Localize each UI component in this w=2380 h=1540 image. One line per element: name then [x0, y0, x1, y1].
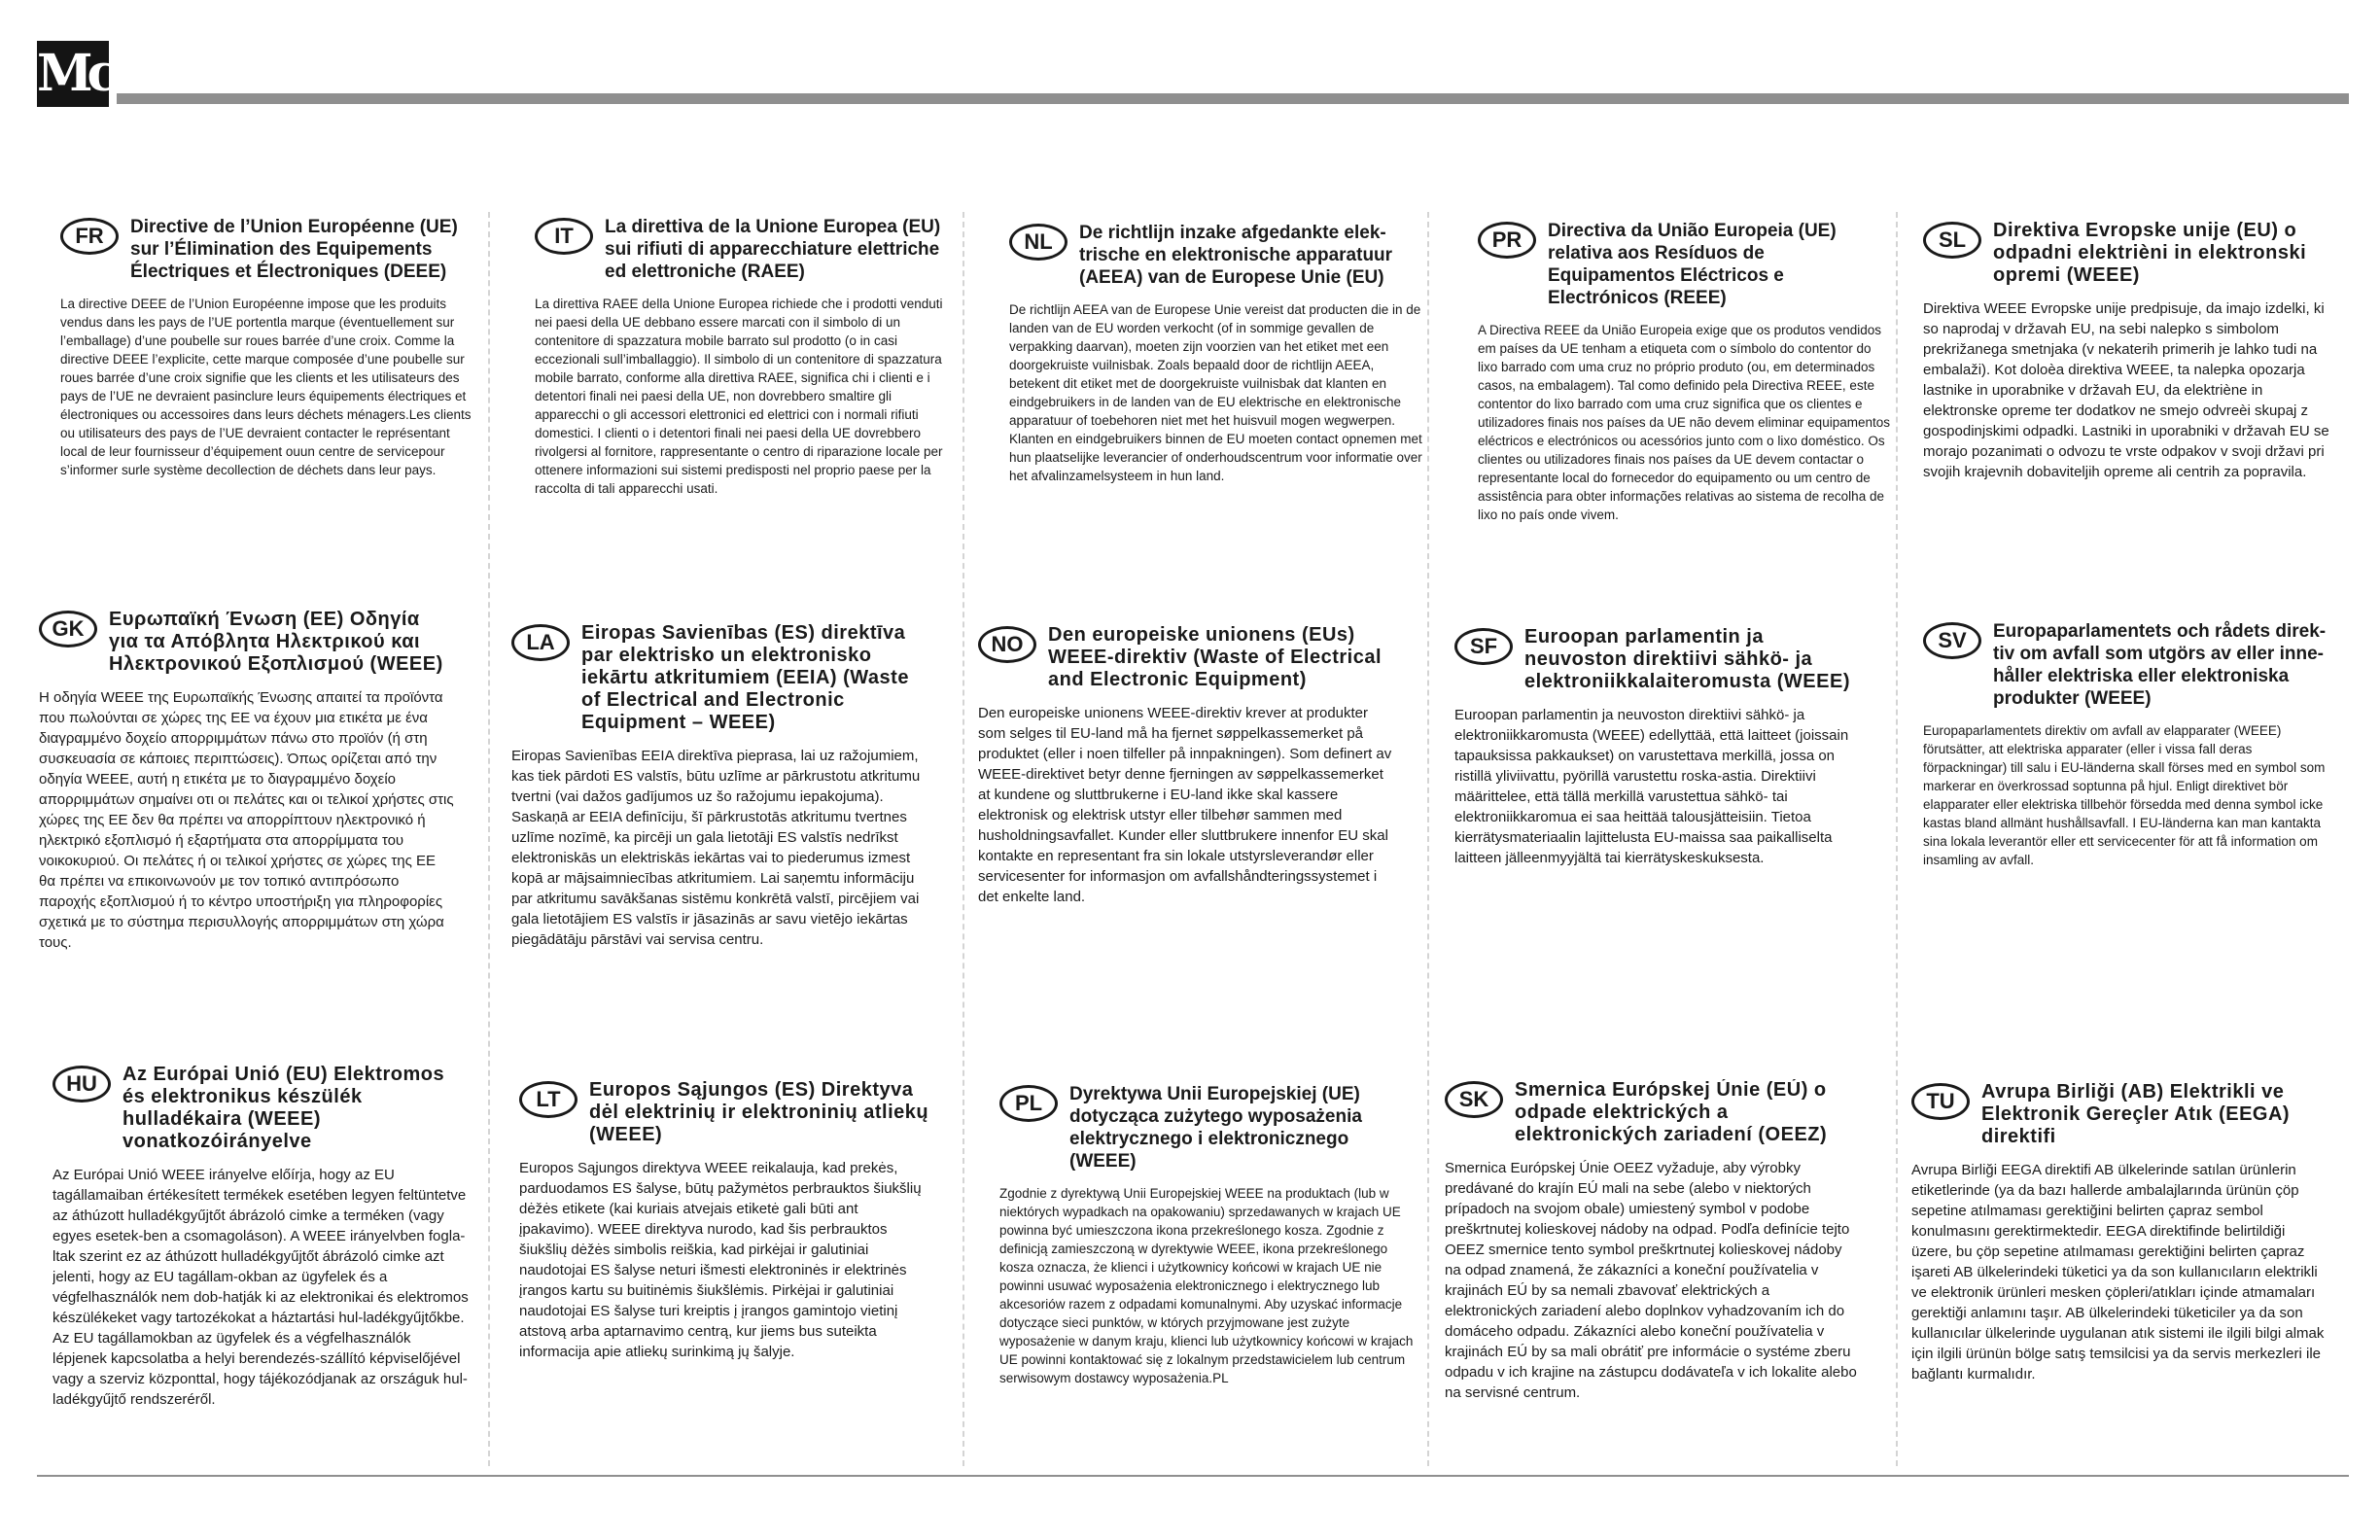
section-body: Europaparlamentets direktiv om avfall av elapparater (WEEE) förutsätter, att elektriska apparater (eller i vissa fall deras förpackningar) till salu i EU-länderna skall förses med en symbol som markerar en överkrossad soptunna på hjul. Enligt direktivet bör elapparater eller elektriska tillbehör försedda med denna symbol icke kastas bland allmänt hushållsavfall. I EU-länderna kan man kantakta sina lokala leverantör eller ett servicecenter för att få information om insamling av avfall.	[1923, 723, 2326, 867]
section-body: Avrupa Birliği EEGA direktifi AB ülkelerinde satılan ürünlerin etiketlerinde (ya da bazı hallerde ambalajlarında ürünün çöp sepetine atılmaması gerektiğini belirten çapraz sembol konulmasını gerektirmektedir. EEGA direktifinde belirtildiği üzere, bu çöp sepetine atılmaması gerektiğini belirten çapraz işareti AB ülkelerindeki tüketici ya da son kullanıcıların elektrikli ve elektronik ürünleri mesken çöpleri/atıkları içinde atmamaları gerektiği anlamını taşır. AB ülkelerindeki tüketiciler ya da son kullanıcılar ülkelerinde uygulanan atık sistemi ile ilgili bilgi almak için ilgili ürünün bölge satış temsilcisi ya da servis merkezleri ile bağlantı kurmalıdır.	[1911, 1162, 2325, 1382]
language-badge: HU	[52, 1066, 111, 1102]
language-badge: SK	[1445, 1081, 1503, 1118]
section-sl	[1923, 220, 2339, 482]
section-body: Den europeiske unionens WEEE-direktiv krever at produkter som selges til EU-land må ha fjernet søppelkassemerket på produktet (eller i noen tilfeller på innpakningen). Som definert av WEEE-direktivet betyr denne fjerningen av søppelkassemerket at kundene og sluttbrukerne i EU-land ikke skal kassere elektronisk og elektrisk utstyr eller tilbehør sammen med husholdningsavfallet. Kunder eller sluttbrukere innenfor EU skal kontakte en representant fra sin lokale utstyrsleverandør eller servicesenter for informasjon om avfallshåndteringssystemet i det enkelte land.	[978, 705, 1392, 905]
section-body: Euroopan parlamentin ja neuvoston direktiivi sähkö- ja elektroniikkaromusta (WEEE) edellyttää, että laitteet (joissain tapauksissa pakkaukset) on varustettava merkillä, jossa on ristillä yliviivattu, pyörillä varustettu roska-astia. Direktiivi määrittelee, että tällä merkillä varustettua sähkö- tai elektroniikkaromua ei saa heittää talousjätteisiin. Tietoa kierrätysmateriaalin lajittelusta EU-maissa saa paikalliselta laitteen jälleenmyyjältä tai kierrätyskeskuksesta.	[1454, 707, 1849, 866]
language-badge: SV	[1923, 622, 1981, 659]
section-title: Europaparlamentets och rådets direk-tiv om avfall som utgörs av eller inne-håller elektriska eller elektroniska produkter (WEEE)	[1993, 621, 2327, 709]
section-body: Eiropas Savienības EEIA direktīva pieprasa, lai uz ražojumiem, kas tiek pārdoti ES valstīs, būtu uzlīme ar pārkrustotu atkritumu tvertni (vai dažos gadījumos uz šo ražojumu iepakojuma). Saskaņā ar EEIA definīciju, šī pārkrustotās atkritumu tvertnes uzlīme nozīmē, ka pircēji un gala lietotāji ES valstīs nedrīkst elektroniskās un elektriskās iekārtas vai to piederumus izmest kopā ar mājsaimniecības atkritumiem. Lai saņemtu informāciju par atkritumu savākšanas sistēmu konkrētā valstī, pircējiem vai gala lietotājiem ES valstīs ir jāsazinās ar savu vietējo iekārtas piegādātāju pārstāvi vai servisa centru.	[511, 748, 921, 948]
language-badge: NO	[978, 626, 1036, 663]
language-badge: FR	[60, 218, 119, 255]
section-title: Den europeiske unionens (EUs) WEEE-direktiv (Waste of Electrical and Electronic Equipment)	[1048, 624, 1382, 690]
section-body: Europos Sąjungos direktyva WEEE reikalauja, kad prekės, parduodamos ES šalyse, būtų pažymėtos perbrauktos šiukšlių dėžės etikete (kai kuriais atvejais etiketė gali būti ant įpakavimo). WEEE direktyva nurodo, kad šis perbrauktos šiukšlių dėžės simbolis reiškia, kad pirkėjai ir galutiniai naudotojai ES šalyse neturi išmesti elektroninės ir elektrinės įrangos kartu su buitinėmis šiukšlėmis. Pirkėjai ir galutiniai naudotojai ES šalyse turi kreiptis į įrangos gamintojo vietinį atstovą arba aptarnavimo centrą, kur jiems bus suteikta informacija apie atliekų surinkimą jų šalyje.	[519, 1160, 922, 1360]
section-body: A Directiva REEE da União Europeia exige que os produtos vendidos em países da UE tenham a etiqueta com o símbolo do contentor do lixo barrado com uma cruz no próprio produto (ou, em determinados casos, na embalagem). Tal como definido pela Directiva REEE, este contentor do lixo barrado com uma cruz significa que os clientes e utilizadores finais nos países da UE não devem eliminar equipamentos eléctricos e electrónicos ou acessórios junto com o lixo doméstico. Os clientes ou utilizadores finais nos países da UE devem contactar o representante local do fornecedor do equipamento ou um centro de assistência para obter informações relativas ao sistema de recolha de lixo no país onde vivem.	[1478, 323, 1890, 522]
section-title: Smernica Európskej Únie (EÚ) o odpade elektrických a elektronických zariadení (OEEZ)	[1515, 1079, 1828, 1145]
language-badge: SL	[1923, 222, 1981, 259]
language-badge: SF	[1454, 628, 1513, 665]
section-title: Az Európai Unió (EU) Elektromos és elektronikus készülék hulladékaira (WEEE) vonatkozóirányelve	[122, 1064, 445, 1152]
section-body: Smernica Európskej Únie OEEZ vyžaduje, aby výrobky predávané do krajín EÚ mali na sebe (alebo v niektorých prípadoch na svojom obale) umiestený symbol v podobe preškrtnutej kolieskovej nádoby na odpad. Podľa definície tejto OEEZ smernice tento symbol preškrtnutej kolieskovej nádoby na odpad znamená, že zákazníci a koneční používatelia v krajinách EÚ by sa nemali zbavovať elektrických a elektronických zariadení alebo doplnkov vyhadzovaním ich do domáceho odpadu. Zákazníci alebo koneční používatelia v krajinách EÚ by sa mali obrátiť pre informácie o systéme zberu odpadu v ich krajine na zástupcu dodávateľa v ich lokalite alebo na servisné centrum.	[1445, 1160, 1857, 1401]
language-badge: LT	[519, 1081, 578, 1118]
section-gk	[39, 609, 455, 953]
language-badge: PL	[999, 1085, 1058, 1122]
language-badge: IT	[535, 218, 593, 255]
section-tu	[1911, 1081, 2328, 1384]
footer-rule	[37, 1475, 2349, 1477]
language-badge: TU	[1911, 1083, 1970, 1120]
section-pr	[1478, 220, 1894, 524]
section-body: Az Európai Unió WEEE irányelve előírja, hogy az EU tagállamaiban értékesített termékek esetében legyen feltüntetve az áthúzott hulladékgyűjtőt ábrázoló cimke a terméken (vagy egyes esetek-ben a csomagoláson). A WEEE irányelvben fogla-ltak szerint ez az áthúzott hulladékgyűjtőt ábrázoló cimke azt jelenti, hogy az EU tagállam-okban az ügyfelek és a végfelhasználók nem dob-hatják ki az elektronikai és elektromos készülékeket vagy tartozékokat a háztartási hul-ladékgyűjtőkbe. Az EU tagállamokban az ügyfelek és a végfelhasználók lépjenek kapcsolatba a helyi berendezés-szállító képviselőjével vagy a szerviz központtal, hogy tájékozódjanak az országuk hul-ladékgyűjtő rendszeréről.	[52, 1167, 469, 1408]
column-divider	[962, 212, 964, 1466]
language-badge: PR	[1478, 222, 1536, 259]
section-title: Avrupa Birliği (AB) Elektrikli ve Elektronik Gereçler Atık (EEGA) direktifi	[1981, 1081, 2291, 1147]
header-rule	[117, 93, 2349, 104]
language-badge: NL	[1009, 224, 1068, 261]
section-fr	[60, 216, 476, 479]
section-body: De richtlijn AEEA van de Europese Unie vereist dat producten die in de landen van de EU worden verkocht (of in sommige gevallen de verpakking daarvan), moeten zijn voorzien van het etiket met een doorgekruiste vuilnisbak. Zoals bepaald door de richtlijn AEEA, betekent dit etiket met de doorgekruiste vuilnisbak dat klanten en eindgebruikers in de landen van de EU elektrische en elektronische apparatuur of toebehoren niet met het huisvuil mogen wegwerpen. Klanten en eindgebruikers binnen de EU moeten contact opnemen met hun plaatselijke leverancier of onderhoudscentrum voor informatie over het afvalinzamelsysteem in hun land.	[1009, 302, 1422, 483]
section-body: La direttiva RAEE della Unione Europea richiede che i prodotti venduti nei paesi della UE debbano essere marcati con il simbolo di un contenitore di spazzatura mobile barrato sul prodotto (o in casi eccezionali sull’imballaggio). Il simbolo di un contenitore di spazzatura mobile barrato, conforme alla direttiva RAEE, significa chi i clienti e i detentori finali nei paesi della UE, non dovrebbero smaltire gli apparecchi o gli accessori elettronici ed elettrici con i normali rifiuti domestici. I clienti o i detentori finali nei paesi della UE dovrebbero rivolgersi al fornitore, rappresentante o centro di riparazione locale per ottenere informazioni sui sistemi predisposti nel proprio paese per la raccolta di tali apparecchi usati.	[535, 297, 943, 496]
section-title: Ευρωπαϊκή Ένωση (ΕΕ) Οδηγία για τα Απόβλητα Ηλεκτρικού και Ηλεκτρονικού Εξοπλισμού (WEEE)	[109, 609, 443, 675]
section-hu	[52, 1064, 469, 1410]
section-no	[978, 624, 1394, 907]
section-title: Eiropas Savienības (ES) direktīva par elektrisko un elektronisko iekārtu atkritumiem (EEIA) (Waste of Electrical and Electronic Equipment – WEEE)	[581, 622, 909, 733]
section-it	[535, 216, 951, 498]
section-sf	[1454, 626, 1871, 868]
section-sk	[1445, 1079, 1861, 1403]
section-pl	[999, 1083, 1416, 1387]
section-title: Directiva da União Europeia (UE) relativa aos Resíduos de Equipamentos Eléctricos e Electrónicos (REEE)	[1548, 221, 1837, 308]
section-sv	[1923, 620, 2339, 869]
mcintosh-logo: Mc	[37, 41, 109, 107]
section-body: La directive DEEE de l’Union Européenne impose que les produits vendus dans les pays de l’UE portentla marque (éventuellement sur l’emballage) d’une poubelle sur roues barrée d’une croix. Comme la directive DEEE l’explicite, cette marque composée d’une poubelle sur roues barrée d’une croix signifie que les clients et les utilisateurs des pays de l’UE ne devraient pasinclure leurs équipements électriques et électroniques ou accessoires dans leurs déchets ménagers.Les clients ou utilisateurs des pays de l’UE devraient contacter le représentant local de leur fournisseur d’équipement ouun centre de servicepour s’informer surle système decollection de déchets dans leur pays.	[60, 297, 472, 477]
section-title: De richtlijn inzake afgedankte elek-trische en elektronische apparatuur (AEEA) van de Europese Unie (EU)	[1079, 223, 1393, 288]
section-nl	[1009, 222, 1425, 485]
section-title: Dyrektywa Unii Europejskiej (UE) dotycząca zużytego wyposażenia elektrycznego i elektronicznego (WEEE)	[1069, 1084, 1362, 1172]
section-title: Directive de l’Union Européenne (UE) sur l’Élimination des Equipements Électriques et Électroniques (DEEE)	[130, 217, 458, 282]
column-divider	[488, 212, 490, 1466]
section-body: Zgodnie z dyrektywą Unii Europejskiej WEEE na produktach (lub w niektórych wypadkach na opakowaniu) sprzedawanych w krajach UE powinna być umieszczona ikona przekreślonego kosza. Zgodnie z definicją zamieszczoną w dyrektywie WEEE, ikona przekreślonego kosza oznacza, że klienci i użytkownicy końcowi w krajach UE nie powinni usuwać wyposażenia elektronicznego i elektrycznego lub akcesoriów razem z odpadami komunalnymi. Aby uzyskać informacje dotyczące sieci punktów, w których przyjmowane jest zużyte wyposażenie w danym kraju, klienci lub użytkownicy końcowi w krajach UE powinni kontaktować się z lokalnym przedstawicielem lub centrum serwisowym dostawcy wyposażenia.PL	[999, 1186, 1414, 1385]
section-body: Direktiva WEEE Evropske unije predpisuje, da imajo izdelki, ki so naprodaj v državah EU, na sebi nalepko s simbolom prekrižanega smetnjaka (v nekaterih primerih je lahko tudi na embalaži). Kot doloèa direktiva WEEE, ta nalepka opozarja lastnike in uporabnike v državah EU, da elektriène in elektronske opreme ter dodatkov ne smejo odvreèi skupaj z gospodinjskimi odpadki. Lastniki in uporabniki v državah EU se morajo pozanimati o odvozu te vrste odpakov v svoji državi pri svojih krajevnih dobaviteljih opreme ali centrih za popravila.	[1923, 300, 2329, 480]
section-title: Euroopan parlamentin ja neuvoston direktiivi sähkö- ja elektroniikkalaiteromusta (WEEE)	[1524, 626, 1850, 692]
section-la	[511, 622, 928, 950]
section-lt	[519, 1079, 935, 1362]
section-body: Η οδηγία WEEE της Ευρωπαϊκής Ένωσης απαιτεί τα προϊόντα που πωλούνται σε χώρες της ΕΕ να έχουν μια ετικέτα με ένα διαγραμμένο δοχείο απορριμμάτων πάνω στο προϊόν (ή στη συσκευασία σε κάποιες περιπτώσεις). Όπως ορίζεται από την οδηγία WEEE, αυτή η ετικέτα με το διαγραμμένο δοχείο απορριμμάτων σημαίνει οτι οι πελάτες και οι τελικοί χρήστες στις χώρες της ΕΕ δεν θα πρέπει να απορρίπτουν ηλεκτρονικό ή ηλεκτρικό εξοπλισμό ή εξαρτήματα στα απορρίμματα του νοικοκυριού. Οι πελάτες ή οι τελικοί χρήστες σε χώρες της ΕΕ θα πρέπει να επικοινωνούν με τον τοπικό αντιπρόσωπο παροχής εξοπλισμού ή το κέντρο υποστήριξη για πληροφορίες σχετικά με το σύστημα περισυλλογής απορριμμάτων στη χώρα τους.	[39, 689, 454, 951]
section-title: Direktiva Evropske unije (EU) o odpadni elektrièni in elektronski opremi (WEEE)	[1993, 220, 2307, 286]
column-divider	[1427, 212, 1429, 1466]
section-title: Europos Sąjungos (ES) Direktyva dėl elektrinių ir elektroninių atliekų (WEEE)	[589, 1079, 929, 1145]
section-title: La direttiva de la Unione Europea (EU) sui rifiuti di apparecchiature elettriche ed elettroniche (RAEE)	[605, 217, 941, 282]
language-badge: LA	[511, 624, 570, 661]
column-divider	[1896, 212, 1898, 1466]
language-badge: GK	[39, 611, 97, 648]
